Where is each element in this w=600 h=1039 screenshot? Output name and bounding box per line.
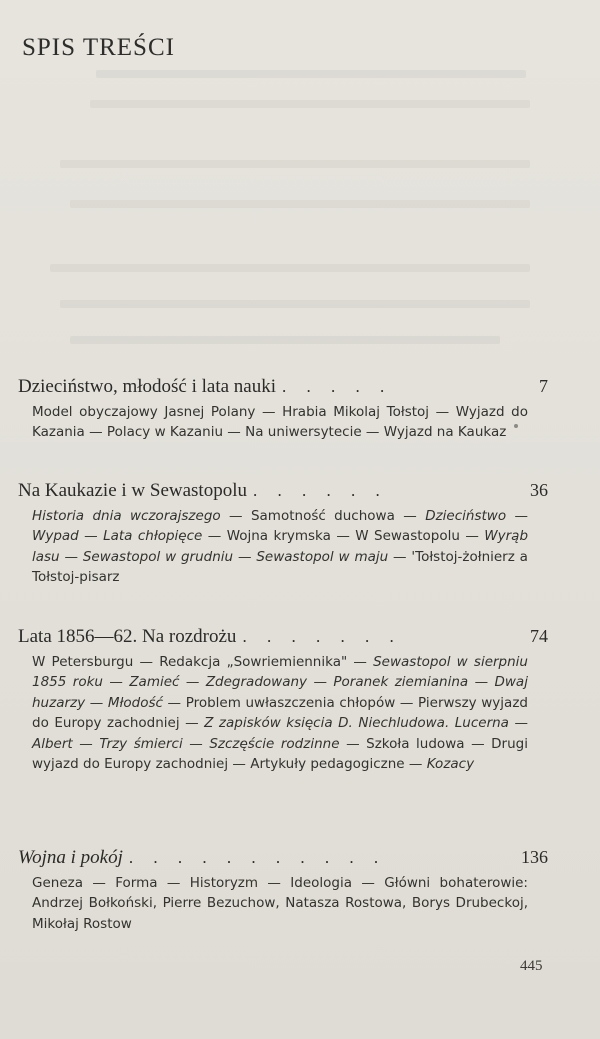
toc-entry-page: 136 (521, 847, 548, 867)
toc-topic: Lata chłopięce (103, 528, 203, 545)
topic-separator: — (162, 694, 186, 711)
topic-separator: — (459, 528, 485, 545)
topic-separator: — (84, 424, 107, 441)
topic-separator: — (220, 508, 251, 524)
toc-topic: W Sewastopolu (355, 528, 460, 545)
topic-separator: — (339, 735, 367, 752)
topic-separator: — (72, 735, 100, 752)
toc-entry-topics (32, 506, 528, 588)
topic-separator: — (78, 528, 104, 545)
topic-separator: — (464, 735, 492, 752)
topic-separator: — (506, 508, 528, 524)
toc-entry-page: 7 (539, 376, 548, 396)
toc-topic: Historia dnia wczorajszego (32, 508, 221, 524)
topic-separator: — (330, 528, 356, 545)
topic-separator: — (179, 715, 205, 732)
toc-entry-heading[interactable] (18, 624, 548, 649)
toc-topic: Sewastopol w maju (256, 548, 389, 565)
toc-topic: Hrabia Mikolaj Tołstoj (282, 404, 430, 420)
toc-topic: Dzieciństwo (425, 508, 507, 524)
bleed-through (50, 264, 530, 272)
topic-separator: — (182, 735, 210, 752)
toc-entry (18, 478, 548, 588)
toc-entry (18, 624, 548, 774)
topic-separator: — (361, 424, 384, 441)
toc-topic: Poranek ziemianina (333, 674, 469, 691)
topic-separator: — (468, 674, 495, 691)
topic-separator: — (352, 875, 385, 891)
topic-separator: — (395, 694, 419, 711)
toc-entry-title: Lata 1856—62. Na rozdrożu (18, 626, 237, 647)
topic-separator: — (102, 674, 130, 691)
topic-separator: — (59, 548, 83, 565)
dot-leader: . . . . . . . (242, 627, 402, 646)
toc-topic: Redakcja „Sowriemiennika" (159, 654, 348, 670)
toc-topic: Albert (32, 735, 73, 752)
toc-entry (18, 845, 548, 934)
toc-topic: Szkoła ludowa (366, 735, 465, 752)
toc-entry (18, 374, 548, 443)
toc-topic: Zamieć (129, 674, 180, 691)
topic-separator: — (388, 548, 412, 565)
page-title: SPIS TREŚCI (22, 34, 175, 61)
topic-separator: — (429, 404, 456, 420)
topic-separator: — (223, 424, 246, 441)
toc-topic: Wyjazd do Kazania (32, 404, 528, 441)
toc-topic: Główni bohaterowie: Andrzej Bołkoński, Pierre Bezuchow, Natasza Rostowa, Borys Drubeckoj, Mikołaj Rostow (32, 875, 528, 932)
toc-topic: Na uniwersytecie (245, 424, 362, 441)
toc-entry-heading[interactable] (18, 478, 548, 503)
toc-topic: Problem uwłaszczenia chłopów (185, 694, 396, 711)
toc-topic: Trzy śmierci (99, 735, 183, 752)
toc-topic: Artykuły pedagogiczne (250, 756, 405, 773)
toc-topic: Ideologia (290, 875, 353, 891)
toc-topic: Samotność duchowa (250, 508, 395, 524)
toc-topic: Polacy w Kazaniu (106, 424, 224, 441)
toc-entry-title: Dzieciństwo, młodość i lata nauki (18, 376, 277, 397)
toc-entry-title: Wojna i pokój (18, 847, 123, 868)
topic-separator: — (508, 715, 528, 732)
toc-topic: Drugi wyjazd do Europy zachodniej (32, 735, 528, 773)
toc-topic: Kozacy (426, 756, 475, 773)
toc-topic: Z zapisków księcia D. Niechludowa. Lucerna (204, 715, 509, 732)
topic-separator: — (228, 756, 251, 773)
topic-separator: — (233, 548, 257, 565)
toc-topic: Wypad (32, 528, 79, 545)
toc-topic: Geneza (32, 875, 83, 891)
topic-separator: — (83, 875, 116, 891)
topic-separator: — (157, 875, 190, 891)
toc-topic: Wyjazd na Kaukaz (383, 424, 507, 441)
toc-entry-topics (32, 652, 528, 774)
page-number: 445 (520, 958, 543, 974)
bleed-through (90, 100, 530, 108)
ink-speck (514, 424, 518, 428)
toc-topic: Forma (115, 875, 158, 891)
toc-entry-title: Na Kaukazie i w Sewastopolu (18, 480, 247, 501)
toc-topic: Zdegradowany (205, 674, 308, 691)
toc-entry-heading[interactable] (18, 374, 548, 399)
toc-topic: Sewastopol w grudniu (82, 548, 234, 565)
dot-leader: . . . . . . . . . . . (128, 848, 387, 867)
bleed-through (70, 336, 500, 344)
toc-topic: Pierwszy wyjazd do Europy zachodniej (32, 694, 528, 732)
toc-entry-topics (32, 402, 528, 443)
topic-separator: — (258, 875, 291, 891)
toc-topic: Model obyczajowy Jasnej Polany (32, 404, 256, 420)
topic-separator: — (202, 528, 227, 545)
toc-topic: Wojna krymska (226, 528, 331, 545)
bleed-through (96, 70, 526, 78)
bleed-through (60, 160, 530, 168)
toc-topic: Historyzm (189, 875, 259, 891)
topic-separator: — (133, 654, 160, 670)
toc-topic: Wyrąb lasu (32, 528, 529, 565)
toc-topic: Dwaj huzarzy (32, 674, 528, 711)
topic-separator: — (307, 674, 334, 691)
bleed-through (60, 300, 530, 308)
topic-separator: — (85, 694, 108, 711)
toc-entry-topics (32, 873, 528, 934)
toc-entry-heading[interactable] (18, 845, 548, 870)
toc-topic: Sewastopol w sierpniu 1855 roku (32, 654, 528, 691)
topic-separator: — (394, 508, 426, 524)
toc-entry-page: 36 (530, 480, 548, 500)
toc-entry-page: 74 (530, 626, 548, 646)
toc-topic: 'Tołstoj-żołnierz a Tołstoj-pisarz (32, 548, 528, 586)
dot-leader: . . . . . . (253, 481, 388, 500)
toc-topic: Szczęście rodzinne (209, 735, 340, 752)
bleed-through (70, 200, 530, 208)
topic-separator: — (255, 404, 283, 420)
topic-separator: — (347, 654, 374, 670)
topic-separator: — (179, 674, 206, 691)
toc-topic: Młodość (107, 694, 163, 711)
dot-leader: . . . . . (282, 377, 393, 396)
toc-topic: W Petersburgu (32, 654, 134, 670)
topic-separator: — (404, 756, 427, 773)
